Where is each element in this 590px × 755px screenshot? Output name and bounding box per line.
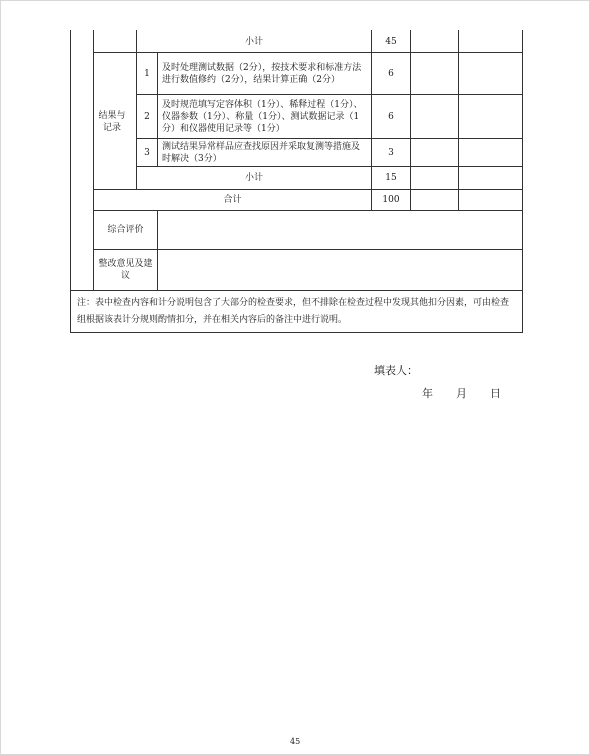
table-note: 注：表中检查内容和计分说明包含了大部分的检查要求，但不排除在检查过程中发现其他扣分因素，可由检查组根据该表计分规则酌情扣分，并在相关内容后的备注中进行说明。 <box>77 298 510 325</box>
item-score: 3 <box>388 147 394 158</box>
subtotal-value: 15 <box>385 173 397 183</box>
date-year: 年 <box>422 387 433 400</box>
item-content: 测试结果异常样品应查找原因并采取复测等措施及时解决（3分） <box>162 141 361 164</box>
item-content: 及时处理测试数据（2分），按技术要求和标准方法进行数值修约（2分），结果计算正确（2分） <box>162 62 362 85</box>
category-results-records: 结果与记录 <box>98 111 126 133</box>
item-score: 6 <box>388 111 394 122</box>
item-number: 2 <box>144 111 150 122</box>
page-number: 45 <box>290 737 301 746</box>
subtotal-label: 小计 <box>244 173 263 183</box>
total-label: 合计 <box>223 195 242 205</box>
date-month: 月 <box>456 387 467 400</box>
item-number: 3 <box>144 147 150 158</box>
overall-evaluation-label: 综合评价 <box>107 225 144 235</box>
total-value: 100 <box>382 195 400 205</box>
subtotal-value: 45 <box>385 36 397 47</box>
item-number: 1 <box>144 68 150 79</box>
filler-label: 填表人： <box>374 364 418 377</box>
subtotal-label: 小计 <box>244 36 263 47</box>
item-content: 及时规范填写定容体积（1分）、稀释过程（1分）、仪器参数（1分）、称量（1分）、测试数据记录（1分）和仪器使用记录等（1分） <box>162 99 363 134</box>
rectification-label: 整改意见及建议 <box>98 259 153 281</box>
item-score: 6 <box>388 68 394 79</box>
date-day: 日 <box>490 387 501 400</box>
